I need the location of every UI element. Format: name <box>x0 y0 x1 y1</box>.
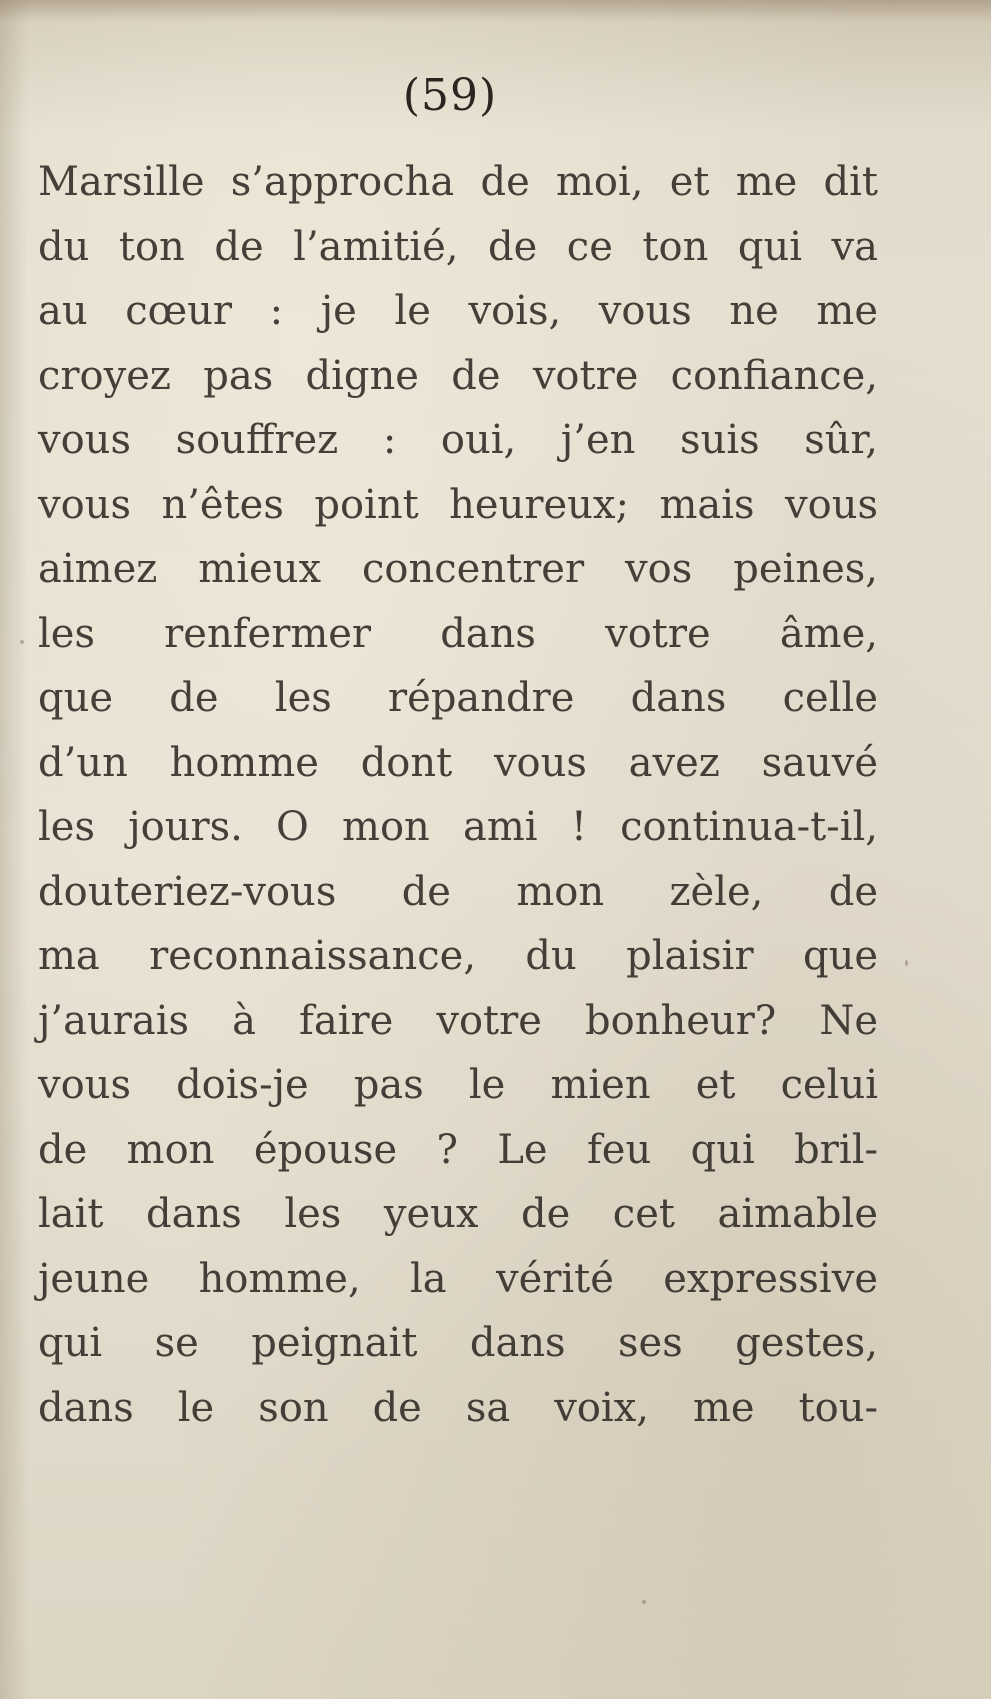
page-top-edge-shadow <box>0 0 991 22</box>
text-line: que de les répandre dans celle <box>38 675 878 721</box>
text-line: j’aurais à faire votre bonheur? Ne <box>38 997 878 1044</box>
text-line: dans le son de sa voix, me tou- <box>38 1384 878 1431</box>
text-line: vous dois-je pas le mien et celui <box>38 1062 878 1108</box>
text-line: les jours. O mon ami ! continua-t-il, <box>38 804 878 850</box>
text-line: qui se peignait dans ses gestes, <box>38 1320 878 1366</box>
text-line: lait dans les yeux de cet aimable <box>38 1191 878 1237</box>
paper-speck <box>20 640 24 644</box>
text-line: Marsille s’approcha de moi, et me dit <box>38 159 878 205</box>
body-text <box>38 150 878 1440</box>
paper-speck <box>905 960 908 966</box>
text-line: du ton de l’amitié, de ce ton qui va <box>38 223 878 270</box>
text-line: aimez mieux concentrer vos peines, <box>38 546 878 592</box>
text-line: vous n’êtes point heureux; mais vous <box>38 481 878 528</box>
text-line: de mon épouse ? Le feu qui bril- <box>38 1126 878 1173</box>
text-line: vous souffrez : oui, j’en suis sûr, <box>38 417 878 463</box>
text-line: au cœur : je le vois, vous ne me <box>38 288 878 334</box>
page-left-edge-shadow <box>0 0 28 1699</box>
paper-speck <box>642 1600 646 1604</box>
text-line: ma reconnaissance, du plaisir que <box>38 933 878 979</box>
text-line: les renfermer dans votre âme, <box>38 610 878 657</box>
text-line: croyez pas digne de votre confiance, <box>38 352 878 399</box>
text-line: jeune homme, la vérité expressive <box>38 1255 878 1302</box>
page-number: (59) <box>402 70 498 121</box>
text-line: d’un homme dont vous avez sauvé <box>38 739 878 786</box>
text-line: douteriez-vous de mon zèle, de <box>38 868 878 915</box>
